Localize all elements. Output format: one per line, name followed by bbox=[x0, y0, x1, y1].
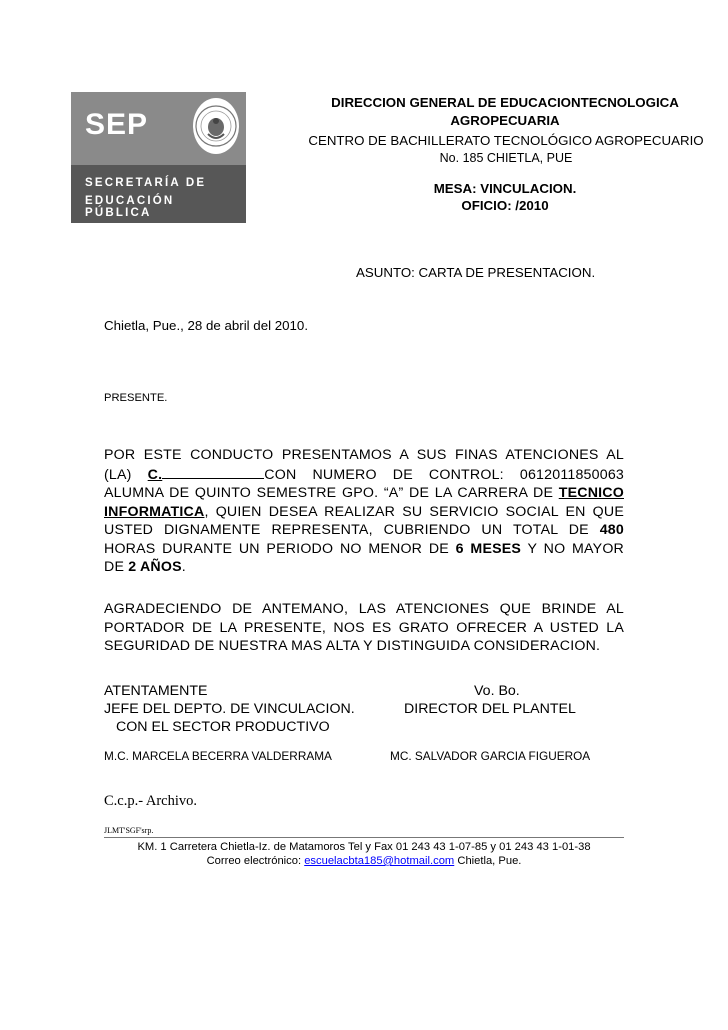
header-line-3: CENTRO DE BACHILLERATO TECNOLÓGICO AGROPECUARIO bbox=[308, 133, 704, 148]
p1-line-6 bbox=[104, 540, 624, 559]
initials: JLMT'SGF'srp. bbox=[104, 826, 154, 835]
p1-text: USTED DIGNAMENTE REPRESENTA, CUBRIENDO UN TOTAL DE bbox=[104, 522, 600, 538]
footer-email-label: Correo electrónico: bbox=[206, 855, 305, 867]
p1-career-1: TECNICO bbox=[558, 485, 624, 501]
p1-line-3 bbox=[104, 484, 624, 503]
p1-line-5 bbox=[104, 521, 624, 540]
date-line: Chietla, Pue., 28 de abril del 2010. bbox=[104, 318, 309, 333]
vobo: Vo. Bo. bbox=[474, 683, 520, 699]
logo-acronym: SEP bbox=[85, 108, 149, 141]
mesa-label: MESA: VINCULACION. bbox=[433, 181, 577, 196]
logo-line-1: SECRETARÍA DE bbox=[85, 177, 207, 189]
sector-title: CON EL SECTOR PRODUCTIVO bbox=[116, 719, 330, 735]
paragraph-2 bbox=[104, 600, 624, 656]
footer-address: KM. 1 Carretera Chietla-Iz. de Matamoros Tel y Fax 01 243 43 1-07-85 y 01 243 43 1-01-38 bbox=[137, 841, 591, 853]
p1-text: DE bbox=[104, 559, 129, 575]
presente: PRESENTE. bbox=[104, 392, 168, 404]
logo-line-2: EDUCACIÓN PÚBLICA bbox=[85, 195, 175, 219]
p1-line-4 bbox=[104, 503, 624, 522]
p1-line-1: POR ESTE CONDUCTO PRESENTAMOS A SUS FINAS ATENCIONES AL bbox=[104, 447, 624, 463]
footer-divider bbox=[104, 837, 624, 838]
p1-hours: 480 bbox=[599, 522, 624, 538]
director-title: DIRECTOR DEL PLANTEL bbox=[404, 701, 576, 717]
p1-text: ALUMNA DE QUINTO SEMESTRE GPO. “A” DE LA CARRERA DE bbox=[104, 485, 559, 501]
p1-career-2: INFORMATICA bbox=[104, 503, 205, 520]
p1-min-period: 6 MESES bbox=[455, 540, 522, 557]
paragraph-1 bbox=[104, 446, 624, 577]
p1-c-label: C. bbox=[147, 466, 163, 483]
p1-max-period: 2 AÑOS bbox=[128, 559, 182, 575]
p1-text: (LA) bbox=[104, 466, 148, 483]
p1-text: Y NO MAYOR bbox=[521, 540, 625, 557]
header-line-2: AGROPECUARIA bbox=[450, 113, 560, 128]
p1-line-7 bbox=[104, 558, 624, 577]
oficio-label: OFICIO: /2010 bbox=[461, 198, 549, 213]
atentamente: ATENTAMENTE bbox=[104, 683, 208, 699]
asunto: ASUNTO: CARTA DE PRESENTACION. bbox=[356, 265, 596, 280]
p1-text: . bbox=[181, 559, 186, 575]
footer-city: Chietla, Pue. bbox=[454, 855, 522, 867]
email-link[interactable]: escuelacbta185@hotmail.com bbox=[304, 855, 455, 867]
p2-line-1: AGRADECIENDO DE ANTEMANO, LAS ATENCIONES QUE BRINDE AL bbox=[104, 601, 624, 617]
p1-line-2 bbox=[104, 465, 624, 485]
mexican-seal-icon bbox=[193, 98, 239, 154]
footer-email-line bbox=[104, 855, 624, 867]
signer-right: MC. SALVADOR GARCIA FIGUEROA bbox=[390, 749, 591, 763]
ccp: C.c.p.- Archivo. bbox=[104, 793, 198, 809]
p2-line-3: SEGURIDAD DE NUESTRA MAS ALTA Y DISTINGUIDA CONSIDERACION. bbox=[104, 638, 601, 654]
logo-top-band bbox=[71, 92, 246, 165]
name-blank bbox=[162, 465, 264, 479]
p1-text: , QUIEN DESEA REALIZAR SU SERVICIO SOCIAL EN QUE bbox=[204, 503, 624, 520]
p1-text: HORAS DURANTE UN PERIODO NO MENOR DE bbox=[104, 540, 456, 557]
p1-control-number: CON NUMERO DE CONTROL: 0612011850063 bbox=[264, 466, 625, 483]
header-line-4: No. 185 CHIETLA, PUE bbox=[439, 151, 573, 165]
p2-line-2: PORTADOR DE LA PRESENTE, NOS ES GRATO OFRECER A USTED LA bbox=[104, 619, 624, 636]
signer-left: M.C. MARCELA BECERRA VALDERRAMA bbox=[104, 749, 332, 763]
jefe-title: JEFE DEL DEPTO. DE VINCULACION. bbox=[104, 701, 355, 717]
sep-logo bbox=[71, 92, 246, 223]
header-line-1: DIRECCION GENERAL DE EDUCACIONTECNOLOGICA bbox=[331, 95, 679, 110]
